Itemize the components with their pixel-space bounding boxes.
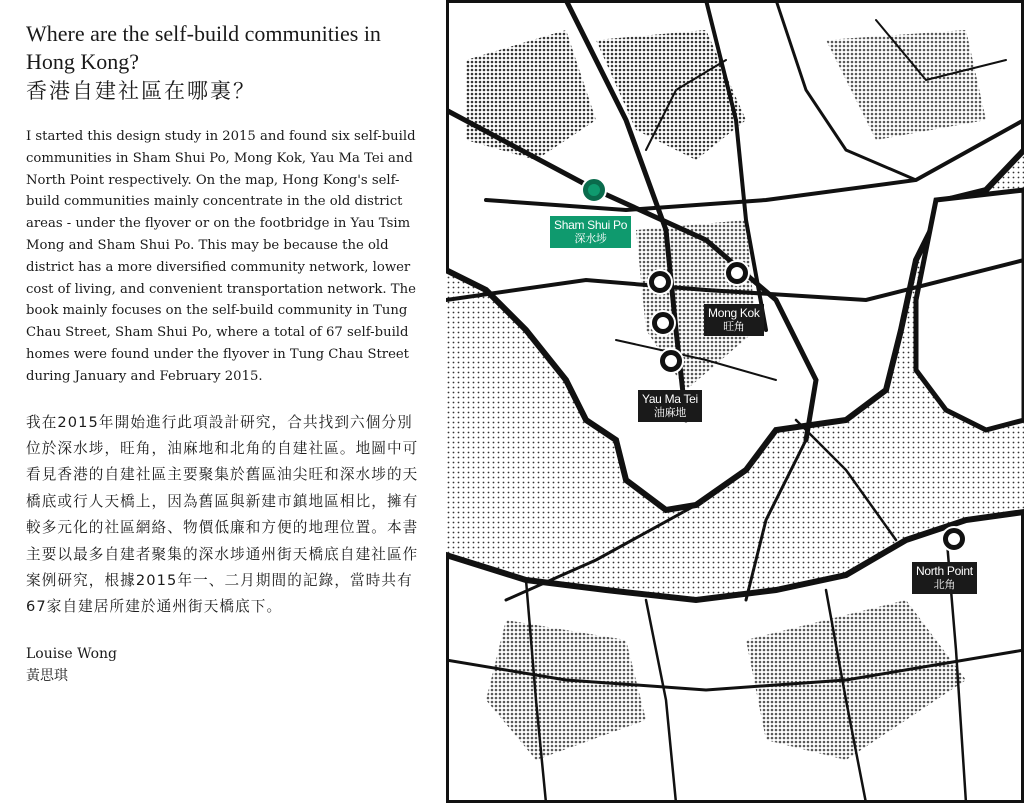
mong-kok-label: Mong Kok 旺角	[704, 304, 764, 336]
author-name-chinese: 黃思琪	[26, 667, 68, 684]
community-marker-1[interactable]	[649, 271, 671, 293]
paragraph-english: I started this design study in 2015 and found six self-build communities in Sham Shui Po, Mong Kok, Yau Ma Tei and North Point respectively. On the map, Hong Kong's self-build communities mainly concentrate in the old district areas - under the flyover or on the footbridge in Yau Tsim Mong and Sham Shui Po. This may be because the old district has a more diversified community network, lower cost of living, and convenient transportation network. The book mainly focuses on the self-build community in Tung Chau Street, Sham Shui Po, where a total of 67 self-build homes were found under the flyover in Tung Chau Street during January and February 2015.	[26, 129, 416, 384]
text-column	[26, 20, 426, 687]
north-point-marker[interactable]	[943, 528, 965, 550]
yau-ma-tei-marker[interactable]	[660, 350, 682, 372]
sham-shui-po-marker[interactable]	[583, 179, 605, 201]
east-land	[916, 190, 1024, 430]
district-map	[446, 0, 1024, 803]
paragraph-chinese: 我在2015年開始進行此項設計研究，合共找到六個分別位於深水埗，旺角，油麻地和北角的自建社區。地圖中可看見香港的自建社區主要聚集於舊區油尖旺和深水埗的天橋底或行人天橋上，因為舊區與新建市鎮地區相比，擁有較多元化的社區網絡、物價低廉和方便的地理位置。本書主要以最多自建者聚集的深水埗通州街天橋底自建社區作案例研究，根據2015年一、二月期間的記錄，當時共有67家自建居所建於通州街天橋底下。	[26, 413, 419, 616]
yau-ma-tei-label: Yau Ma Tei 油麻地	[638, 390, 702, 422]
community-marker-2[interactable]	[652, 312, 674, 334]
page-title	[26, 20, 426, 76]
mong-kok-marker[interactable]	[726, 262, 748, 284]
author-name: Louise Wong	[26, 645, 117, 662]
page-title-chinese: 香港自建社區在哪裏？	[26, 79, 256, 103]
title-line-1: Where are the self-build communities in	[26, 21, 381, 46]
title-line-2: Hong Kong?	[26, 49, 140, 74]
north-point-label: North Point 北角	[912, 562, 977, 594]
map-drawing	[446, 0, 1024, 803]
sham-shui-po-label: Sham Shui Po 深水埗	[550, 216, 631, 248]
